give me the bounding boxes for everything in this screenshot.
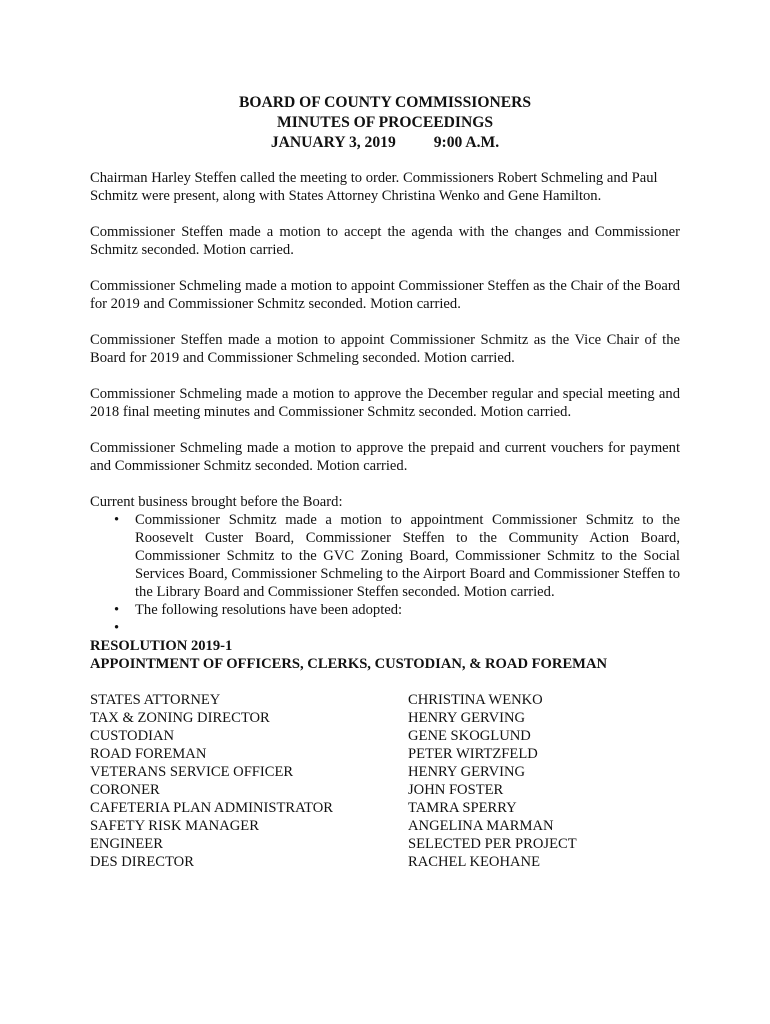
officer-position: CUSTODIAN bbox=[90, 728, 175, 744]
officer-position: VETERANS SERVICE OFFICER bbox=[90, 764, 294, 780]
officer-position: CORONER bbox=[90, 782, 160, 798]
officer-name: ANGELINA MARMAN bbox=[408, 818, 554, 834]
business-intro: Current business brought before the Board: bbox=[90, 494, 343, 510]
document-header bbox=[90, 93, 680, 153]
paragraph-call-to-order: Chairman Harley Steffen called the meeting to order. Commissioners Robert Schmeling and Paul Schmitz were present, along with States Attorney Christina Wenko and Gene Hamilton. bbox=[90, 170, 658, 204]
officer-position: ROAD FOREMAN bbox=[90, 746, 207, 762]
table-row bbox=[90, 835, 577, 853]
meeting-date: JANUARY 3, 2019 bbox=[270, 134, 396, 151]
table-row bbox=[90, 763, 577, 781]
officer-name: GENE SKOGLUND bbox=[408, 728, 531, 744]
table-row bbox=[90, 853, 577, 871]
resolution-number: RESOLUTION 2019-1 bbox=[90, 638, 233, 654]
paragraph-vouchers-motion: Commissioner Schmeling made a motion to approve the prepaid and current vouchers for payment and Commissioner Schmitz seconded. Motion carried. bbox=[90, 440, 680, 474]
minutes-title: MINUTES OF PROCEEDINGS bbox=[276, 114, 494, 131]
list-item-text: The following resolutions have been adopted: bbox=[135, 602, 403, 618]
officer-position: SAFETY RISK MANAGER bbox=[90, 818, 259, 834]
list-item bbox=[90, 619, 680, 637]
bullet-icon: • bbox=[114, 512, 120, 528]
officer-name: RACHEL KEOHANE bbox=[408, 854, 541, 870]
officer-name: TAMRA SPERRY bbox=[408, 800, 517, 816]
table-row bbox=[90, 691, 577, 709]
resolution-title: APPOINTMENT OF OFFICERS, CLERKS, CUSTODIAN, & ROAD FOREMAN bbox=[90, 656, 608, 672]
table-row bbox=[90, 709, 577, 727]
meeting-time: 9:00 A.M. bbox=[433, 134, 500, 151]
document-page bbox=[90, 93, 680, 871]
officer-position: ENGINEER bbox=[90, 836, 163, 852]
officer-name: HENRY GERVING bbox=[408, 710, 526, 726]
table-row bbox=[90, 799, 577, 817]
officer-name: JOHN FOSTER bbox=[408, 782, 504, 798]
paragraph-vice-chair-motion: Commissioner Steffen made a motion to appoint Commissioner Schmitz as the Vice Chair of the Board for 2019 and Commissioner Schmeling seconded. Motion carried. bbox=[90, 332, 680, 366]
officer-name: CHRISTINA WENKO bbox=[408, 692, 543, 708]
paragraph-agenda-motion: Commissioner Steffen made a motion to accept the agenda with the changes and Commissioner Schmitz seconded. Motion carried. bbox=[90, 224, 680, 258]
business-list bbox=[90, 511, 680, 637]
list-item bbox=[90, 601, 680, 619]
list-item bbox=[90, 511, 680, 601]
officer-position: TAX & ZONING DIRECTOR bbox=[90, 710, 270, 726]
table-row bbox=[90, 817, 577, 835]
board-title: BOARD OF COUNTY COMMISSIONERS bbox=[238, 94, 532, 111]
officer-name: HENRY GERVING bbox=[408, 764, 526, 780]
table-row bbox=[90, 781, 577, 799]
list-item-text: Commissioner Schmitz made a motion to appointment Commissioner Schmitz to the Roosevelt Custer Board, Commissioner Steffen to the Community Action Board, Commissioner Schmitz to the GVC Zoning Board, Commissioner Schmitz to the Social Services Board, Commissioner Schmeling to the Airport Board and Commissioner Steffen to the Library Board and Commissioner Steffen seconded. Motion carried. bbox=[135, 512, 680, 600]
officer-name: SELECTED PER PROJECT bbox=[408, 836, 577, 852]
bullet-icon: • bbox=[114, 620, 120, 636]
officer-position: DES DIRECTOR bbox=[90, 854, 194, 870]
officers-table bbox=[90, 691, 577, 871]
table-row bbox=[90, 745, 577, 763]
officer-position: STATES ATTORNEY bbox=[90, 692, 221, 708]
officer-name: PETER WIRTZFELD bbox=[408, 746, 538, 762]
meeting-datetime bbox=[90, 133, 680, 153]
list-item-text bbox=[135, 620, 139, 636]
officer-position: CAFETERIA PLAN ADMINISTRATOR bbox=[90, 800, 333, 816]
paragraph-chair-motion: Commissioner Schmeling made a motion to appoint Commissioner Steffen as the Chair of the Board for 2019 and Commissioner Schmitz seconded. Motion carried. bbox=[90, 278, 680, 312]
table-row bbox=[90, 727, 577, 745]
bullet-icon: • bbox=[114, 602, 120, 618]
resolution-heading bbox=[90, 637, 680, 673]
paragraph-minutes-motion: Commissioner Schmeling made a motion to approve the December regular and special meeting and 2018 final meeting minutes and Commissioner Schmitz seconded. Motion carried. bbox=[90, 386, 680, 420]
